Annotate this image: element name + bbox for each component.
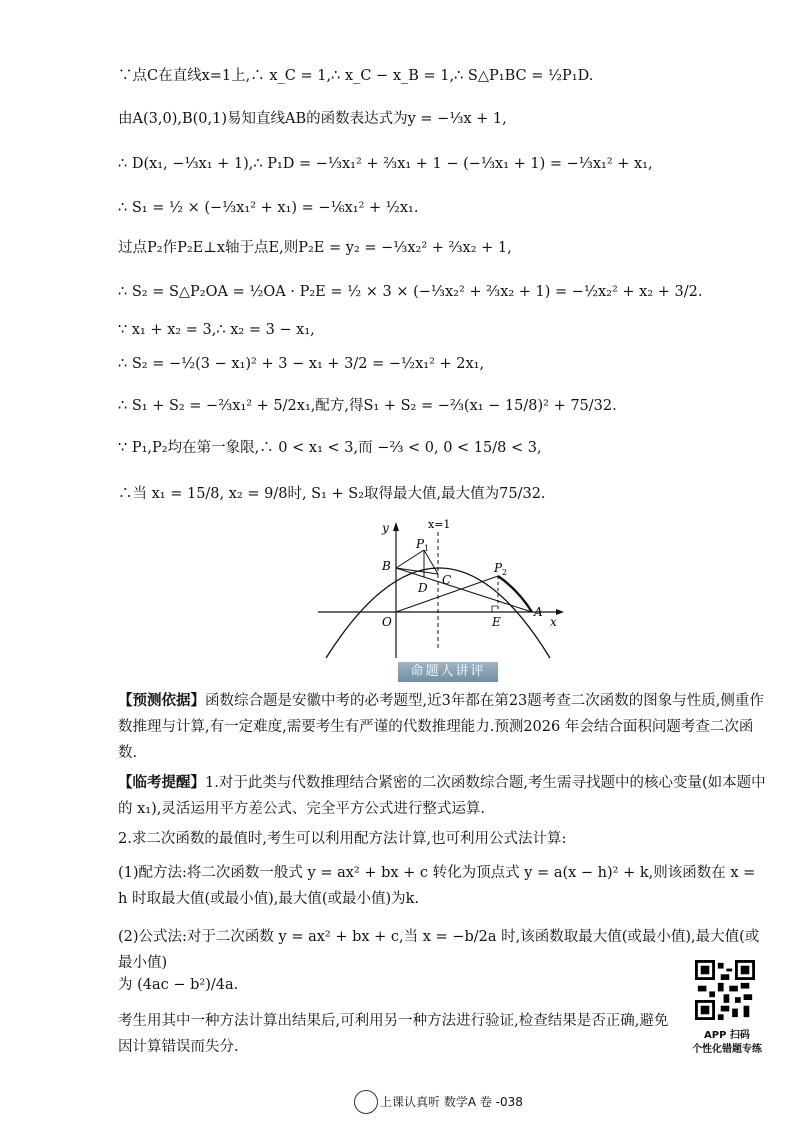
label-e: E: [492, 615, 501, 629]
label-y: y: [382, 521, 389, 535]
solution-line-5: 过点P₂作P₂E⊥x轴于点E,则P₂E = y₂ = −⅓x₂² + ⅔x₂ + 1,: [118, 240, 512, 256]
right-angle-mark: [492, 606, 498, 612]
footer-logo-icon: [354, 1090, 378, 1114]
qr-caption-1: APP 扫码: [704, 1030, 750, 1041]
line-ab: [396, 568, 532, 612]
solution-line-2: 由A(3,0),B(0,1)易知直线AB的函数表达式为y = −⅓x + 1,: [118, 111, 507, 127]
label-c: C: [442, 573, 452, 587]
label-p1-sub: 1: [424, 544, 430, 553]
tip-text-2: 2.求二次函数的最值时,考生可以利用配方法计算,也可利用公式法计算:: [118, 831, 567, 847]
tip-text-3: (1)配方法:将二次函数一般式 y = ax² + bx + c 转化为顶点式 y = a(x − h)² + k,则该函数在 x = h 时取最大值(或最小值),最大值(或最小值)为k.: [118, 865, 756, 907]
label-x: x: [550, 615, 557, 629]
y-axis-arrow: [393, 522, 399, 531]
solution-line-9: ∴ S₁ + S₂ = −⅔x₁² + 5/2x₁,配方,得S₁ + S₂ = −⅔(x₁ − 15/8)² + 75/32.: [118, 398, 617, 414]
solution-line-1: ∵点C在直线x=1上,∴ x_C = 1,∴ x_C − x_B = 1,∴ S△P₁BC = ½P₁D.: [118, 68, 594, 84]
label-b: B: [382, 559, 391, 573]
x-axis-arrow: [556, 609, 564, 615]
solution-line-4: ∴ S₁ = ½ × (−⅓x₁² + x₁) = −⅙x₁² + ½x₁.: [118, 200, 419, 216]
parabola-figure: [318, 518, 568, 662]
exam-tip: [118, 770, 768, 822]
label-d: D: [418, 581, 428, 595]
label-o: O: [382, 615, 392, 629]
tip-title: 【临考提醒】: [118, 774, 205, 791]
solution-line-11: ∴当 x₁ = 15/8, x₂ = 9/8时, S₁ + S₂取得最大值,最大值为75/32.: [118, 486, 546, 502]
qr-code-icon[interactable]: [695, 960, 755, 1020]
label-line: x=1: [428, 518, 451, 531]
qr-caption-2: 个性化错题专练: [692, 1044, 762, 1055]
solution-line-10: ∵ P₁,P₂均在第一象限,∴ 0 < x₁ < 3,而 −⅔ < 0, 0 < 15/8 < 3,: [118, 440, 542, 456]
segment-p1c: [424, 550, 438, 574]
label-p1: P: [416, 537, 425, 551]
prediction-basis: [118, 688, 768, 766]
solution-line-6: ∴ S₂ = S△P₂OA = ½OA · P₂E = ½ × 3 × (−⅓x₂² + ⅔x₂ + 1) = −½x₂² + x₂ + 3/2.: [118, 284, 703, 300]
solution-line-3: ∴ D(x₁, −⅓x₁ + 1),∴ P₁D = −⅓x₁² + ⅔x₁ + 1 − (−⅓x₁ + 1) = −⅓x₁² + x₁,: [118, 156, 653, 172]
solution-line-8: ∴ S₂ = −½(3 − x₁)² + 3 − x₁ + 3/2 = −½x₁² + 2x₁,: [118, 356, 485, 372]
tip-text-5: 为 (4ac − b²)/4a.: [118, 977, 239, 993]
tip-text-6: 考生用其中一种方法计算出结果后,可利用另一种方法进行验证,检查结果是否正确,避免因计算错误而失分.: [118, 1013, 669, 1055]
figure-caption: 命题人讲评: [398, 662, 498, 682]
line-bp1: [396, 550, 424, 568]
footer-text: 上课认真听 数学A 卷 -038: [380, 1095, 523, 1109]
tip-text-1: 1.对于此类与代数推理结合紧密的二次函数综合题,考生需寻找题中的核心变量(如本题中的 x₁),灵活运用平方差公式、完全平方公式进行整式运算.: [118, 775, 766, 817]
tip-text-4: (2)公式法:对于二次函数 y = ax² + bx + c,当 x = −b/2a 时,该函数取最大值(或最小值),最大值(或最小值): [118, 929, 760, 971]
label-p2: P: [494, 561, 503, 575]
solution-line-7: ∵ x₁ + x₂ = 3,∴ x₂ = 3 − x₁,: [118, 322, 315, 338]
label-a: A: [534, 605, 543, 619]
basis-text: 函数综合题是安徽中考的必考题型,近3年都在第23题考查二次函数的图象与性质,侧重作数推理与计算,有一定难度,需要考生有严谨的代数推理能力.预测2026 年会结合面积问题考查二次函数.: [118, 693, 764, 761]
basis-title: 【预测依据】: [118, 692, 205, 709]
label-p2-sub: 2: [502, 568, 508, 577]
